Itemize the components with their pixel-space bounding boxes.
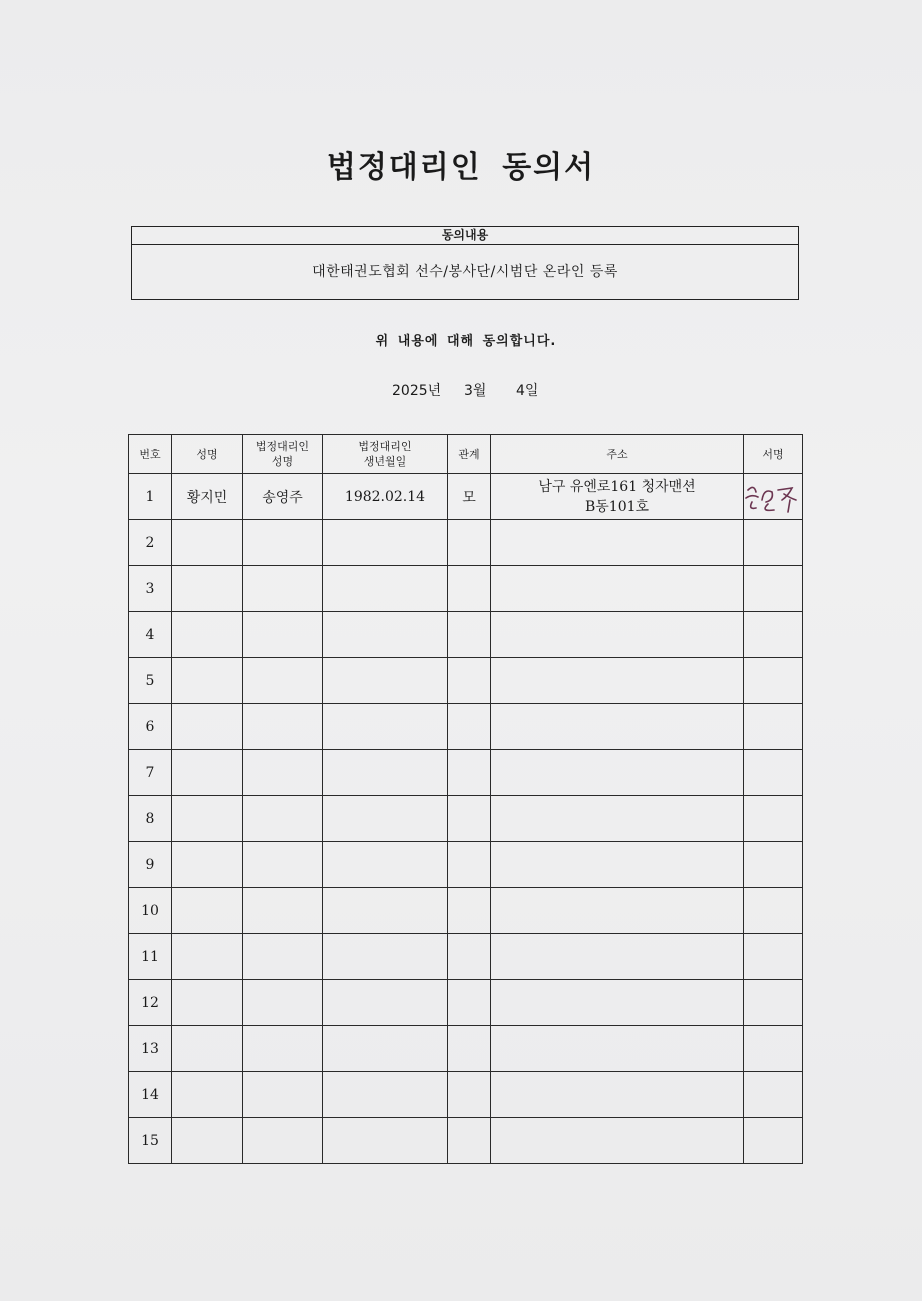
row-address xyxy=(491,750,744,796)
row-name xyxy=(172,704,243,750)
table-row xyxy=(129,796,803,842)
row-number: 8 xyxy=(129,796,172,842)
row-number: 1 xyxy=(129,474,172,520)
row-number: 6 xyxy=(129,704,172,750)
row-guardian-name xyxy=(243,796,323,842)
table-row xyxy=(129,1026,803,1072)
row-signature xyxy=(744,1026,803,1072)
row-relation xyxy=(448,980,491,1026)
row-address xyxy=(491,612,744,658)
document-title: 법정대리인 동의서 xyxy=(326,150,596,185)
row-guardian-birth xyxy=(323,1072,448,1118)
row-address xyxy=(491,1026,744,1072)
table-row xyxy=(129,520,803,566)
row-guardian-birth xyxy=(323,842,448,888)
row-signature xyxy=(744,1118,803,1164)
table-row xyxy=(129,980,803,1026)
row-relation xyxy=(448,842,491,888)
row-guardian-birth xyxy=(323,566,448,612)
row-guardian-name xyxy=(243,888,323,934)
header-guardian-birth xyxy=(323,435,448,474)
header-name: 성명 xyxy=(172,435,243,474)
row-number: 14 xyxy=(129,1072,172,1118)
row-guardian-birth xyxy=(323,1026,448,1072)
row-signature xyxy=(744,750,803,796)
row-address xyxy=(491,566,744,612)
table-row xyxy=(129,612,803,658)
date-year: 2025년 xyxy=(392,383,442,399)
table-row xyxy=(129,1072,803,1118)
row-guardian-birth xyxy=(323,796,448,842)
date-month: 3월 xyxy=(464,383,487,399)
row-guardian-name xyxy=(243,566,323,612)
row-number: 12 xyxy=(129,980,172,1026)
table-row xyxy=(129,704,803,750)
header-signature: 서명 xyxy=(744,435,803,474)
header-guardian-birth-line1: 법정대리인 xyxy=(358,440,412,453)
row-guardian-birth xyxy=(323,520,448,566)
row-guardian-birth xyxy=(323,658,448,704)
row-number: 7 xyxy=(129,750,172,796)
row-guardian-name xyxy=(243,842,323,888)
header-guardian-name-line2: 성명 xyxy=(271,455,294,468)
row-guardian-name xyxy=(243,1026,323,1072)
header-guardian-name-line1: 법정대리인 xyxy=(255,440,310,453)
header-guardian-name xyxy=(243,435,323,474)
table-row xyxy=(129,566,803,612)
row-address-line1: 남구 유엔로161 청자맨션 xyxy=(538,478,696,495)
row-guardian-name: 송영주 xyxy=(243,474,323,520)
row-signature xyxy=(744,520,803,566)
row-number: 9 xyxy=(129,842,172,888)
row-relation xyxy=(448,796,491,842)
table-row xyxy=(129,934,803,980)
table-row xyxy=(129,842,803,888)
table-row xyxy=(129,750,803,796)
handwritten-signature-graphic xyxy=(744,480,802,514)
consent-box xyxy=(131,226,799,300)
row-name xyxy=(172,842,243,888)
row-guardian-birth xyxy=(323,612,448,658)
row-signature xyxy=(744,934,803,980)
row-signature xyxy=(744,888,803,934)
row-address xyxy=(491,980,744,1026)
row-address xyxy=(491,1118,744,1164)
row-guardian-name xyxy=(243,934,323,980)
row-signature xyxy=(744,842,803,888)
row-address xyxy=(491,888,744,934)
row-guardian-birth xyxy=(323,980,448,1026)
row-number: 3 xyxy=(129,566,172,612)
row-signature xyxy=(744,658,803,704)
row-number: 11 xyxy=(129,934,172,980)
row-name xyxy=(172,1072,243,1118)
row-address xyxy=(491,658,744,704)
row-guardian-birth xyxy=(323,704,448,750)
row-name xyxy=(172,612,243,658)
row-relation xyxy=(448,704,491,750)
row-name xyxy=(172,980,243,1026)
consent-body: 대한태권도협회 선수/봉사단/시범단 온라인 등록 xyxy=(312,264,618,280)
row-relation xyxy=(448,520,491,566)
row-address xyxy=(491,704,744,750)
table-row xyxy=(129,1118,803,1164)
row-guardian-name xyxy=(243,980,323,1026)
row-guardian-name xyxy=(243,1118,323,1164)
row-guardian-birth xyxy=(323,750,448,796)
row-relation xyxy=(448,612,491,658)
row-address-line2: B동101호 xyxy=(584,498,650,515)
row-relation: 모 xyxy=(448,474,491,520)
date-day: 4일 xyxy=(516,383,539,399)
row-address xyxy=(491,842,744,888)
row-number: 15 xyxy=(129,1118,172,1164)
row-address xyxy=(491,520,744,566)
row-guardian-birth xyxy=(323,888,448,934)
row-guardian-name xyxy=(243,704,323,750)
table-row xyxy=(129,658,803,704)
row-name: 황지민 xyxy=(172,474,243,520)
date-line xyxy=(392,380,538,400)
row-number: 10 xyxy=(129,888,172,934)
row-name xyxy=(172,888,243,934)
row-name xyxy=(172,934,243,980)
row-relation xyxy=(448,934,491,980)
row-relation xyxy=(448,566,491,612)
row-name xyxy=(172,566,243,612)
row-relation xyxy=(448,750,491,796)
row-address xyxy=(491,796,744,842)
table-row xyxy=(129,888,803,934)
table-header-row xyxy=(129,435,803,474)
row-relation xyxy=(448,658,491,704)
row-guardian-birth xyxy=(323,934,448,980)
row-guardian-name xyxy=(243,612,323,658)
row-signature xyxy=(744,612,803,658)
header-relation: 관계 xyxy=(448,435,491,474)
row-signature xyxy=(744,566,803,612)
row-address xyxy=(491,474,744,520)
row-name xyxy=(172,520,243,566)
row-address xyxy=(491,934,744,980)
row-signature xyxy=(744,474,803,520)
row-guardian-name xyxy=(243,1072,323,1118)
header-no: 번호 xyxy=(129,435,172,474)
row-number: 4 xyxy=(129,612,172,658)
row-name xyxy=(172,1118,243,1164)
row-guardian-name xyxy=(243,658,323,704)
row-signature xyxy=(744,980,803,1026)
row-number: 5 xyxy=(129,658,172,704)
table-row xyxy=(129,474,803,520)
row-name xyxy=(172,658,243,704)
row-guardian-birth: 1982.02.14 xyxy=(323,474,448,520)
guardian-table xyxy=(128,434,803,1164)
row-name xyxy=(172,750,243,796)
agree-statement: 위 내용에 대해 동의합니다. xyxy=(375,334,557,349)
row-name xyxy=(172,1026,243,1072)
consent-header: 동의내용 xyxy=(132,227,798,245)
row-guardian-name xyxy=(243,520,323,566)
row-guardian-birth xyxy=(323,1118,448,1164)
header-guardian-birth-line2: 생년월일 xyxy=(363,455,407,468)
row-guardian-name xyxy=(243,750,323,796)
row-relation xyxy=(448,888,491,934)
row-relation xyxy=(448,1072,491,1118)
row-signature xyxy=(744,704,803,750)
row-relation xyxy=(448,1118,491,1164)
row-number: 2 xyxy=(129,520,172,566)
row-address xyxy=(491,1072,744,1118)
row-signature xyxy=(744,796,803,842)
row-signature xyxy=(744,1072,803,1118)
row-number: 13 xyxy=(129,1026,172,1072)
header-address: 주소 xyxy=(491,435,744,474)
row-name xyxy=(172,796,243,842)
row-relation xyxy=(448,1026,491,1072)
